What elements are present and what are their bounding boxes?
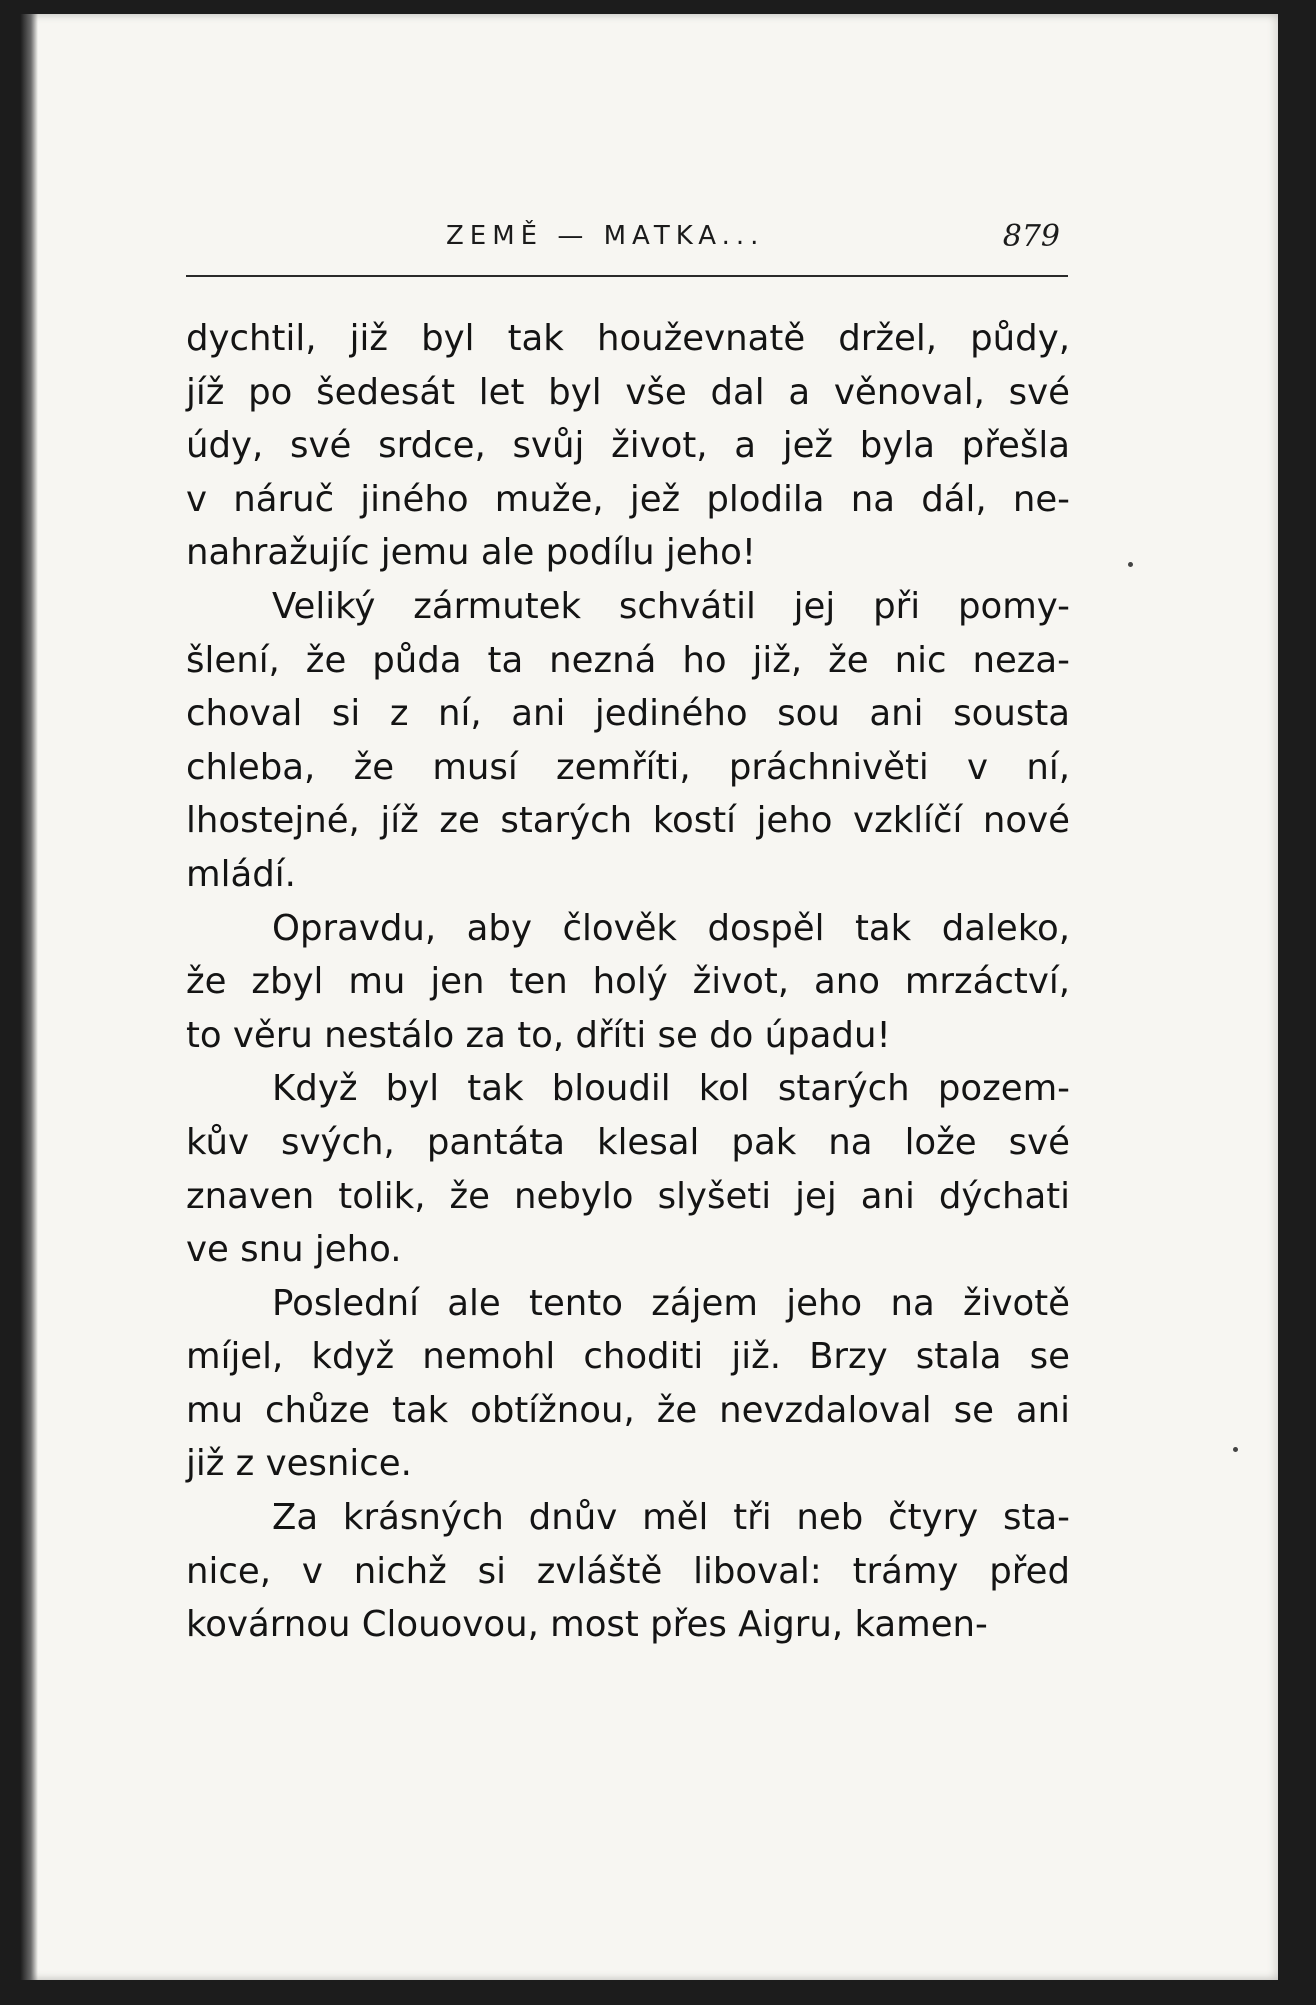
text-line: již z vesnice. [186,1443,412,1485]
text-line: jíž po šedesát let byl vše dal a věnoval, své [186,371,1070,413]
body-text [186,312,1070,1652]
text-line: Když byl tak bloudil kol starých pozem- [272,1068,1070,1110]
paragraph [186,312,1070,580]
text-line: kovárnou Clouovou, most přes Aigru, kamen- [186,1604,988,1646]
text-line: Poslední ale tento zájem jeho na životě [272,1282,1070,1324]
text-line: údy, své srdce, svůj život, a jež byla přešla [186,425,1070,467]
paragraph [186,1491,1070,1652]
text-line: to věru nestálo za to, dříti se do úpadu! [186,1014,891,1056]
text-line: nahražujíc jemu ale podílu jeho! [186,532,757,574]
paper-speck [1233,1447,1238,1452]
text-line: choval si z ní, ani jediného sou ani sousta [186,693,1070,735]
paragraph [186,580,1070,902]
text-line: mládí. [186,853,296,895]
paragraph [186,902,1070,1063]
text-line: ve snu jeho. [186,1229,402,1271]
text-line: dychtil, již byl tak houževnatě držel, půdy, [186,318,1070,359]
text-line: šlení, že půda ta nezná ho již, že nic neza- [186,639,1070,681]
text-line: lhostejné, jíž ze starých kostí jeho vzklíčí nové [186,800,1070,842]
text-line: chleba, že musí zemříti, práchnivěti v ní, [186,746,1070,788]
text-line: Veliký zármutek schvátil jej při pomy- [272,585,1070,627]
text-line: Za krásných dnův měl tři neb čtyry sta- [272,1497,1070,1539]
text-line: míjel, když nemohl choditi již. Brzy stala se [186,1336,1070,1378]
page-number: 879 [1002,219,1060,254]
header-rule [186,275,1068,277]
text-line: nice, v nichž si zvláště liboval: trámy před [186,1550,1070,1592]
paragraph [186,1277,1070,1491]
paper-speck [1128,562,1133,567]
page-header [186,221,1070,273]
text-line: Opravdu, aby člověk dospěl tak daleko, [272,907,1070,949]
text-line: znaven tolik, že nebylo slyšeti jej ani dýchati [186,1175,1070,1217]
text-line: že zbyl mu jen ten holý život, ano mrzáctví, [186,961,1070,1003]
paragraph [186,1062,1070,1276]
running-head: ZEMĚ — MATKA... [446,221,765,251]
text-line: kův svých, pantáta klesal pak na lože své [186,1121,1070,1163]
page-spine-shadow [20,14,38,1980]
text-line: mu chůze tak obtížnou, že nevzdaloval se ani [186,1389,1070,1431]
text-line: v náruč jiného muže, jež plodila na dál, ne- [186,478,1070,520]
